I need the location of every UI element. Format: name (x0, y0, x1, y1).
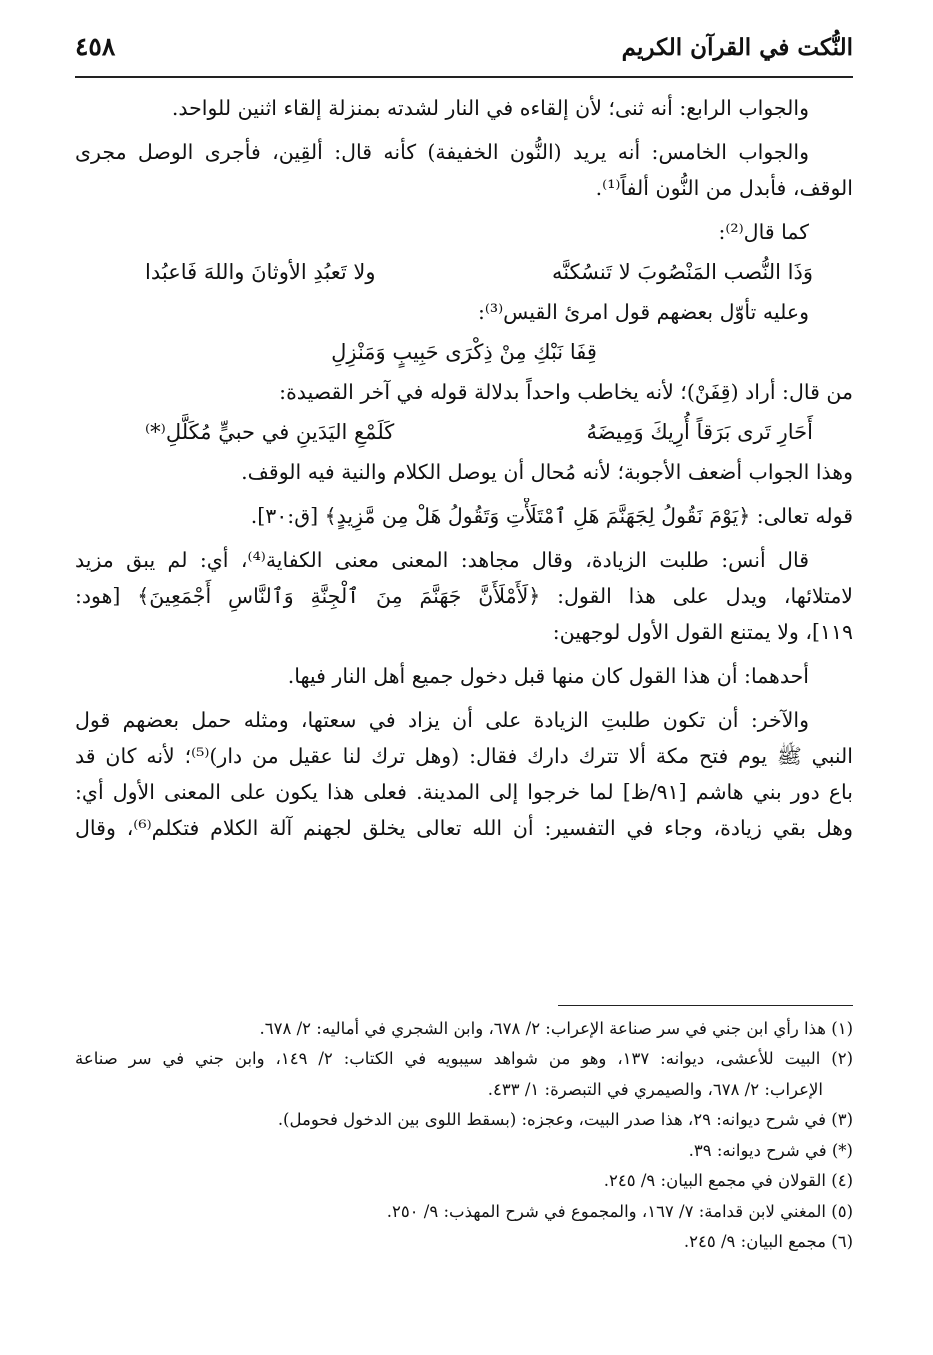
footnote: (٣) في شرح ديوانه: ٢٩، هذا صدر البيت، وعجزه: (بسقط اللوى بين الدخول فحومل). (277, 1110, 853, 1130)
paragraph-line: النبي ﷺ يوم فتح مكة ألا تترك دارك فقال: (وهل ترك لنا عقيل من دار)⁽⁵⁾؛ لأنه كان قد (75, 743, 853, 768)
verse-second-hemistich: كَلَمْعِ اليَدَينِ في حبيٍّ مُكَلَّلِ⁽*⁾ (145, 419, 395, 444)
paragraph-line: ١١٩]، ولا يمتنع القول الأول لوجهين: (552, 619, 853, 644)
running-title: النُّكت في القرآن الكريم (621, 34, 853, 61)
verse-first-hemistich: أَحَارِ تَرى بَرَقاً أُرِيكَ وَمِيضَهُ (586, 419, 813, 444)
verse-single-hemistich: قِفَا نَبْكِ مِنْ ذِكْرَى حَبِيبٍ وَمَنْزِلِ (331, 339, 597, 364)
page-header (75, 30, 853, 74)
paragraph-line: والجواب الخامس: أنه يريد (النُّون الخفيفة) كأنه قال: ألقِين، فأجرى الوصل مجرى (75, 139, 809, 164)
footnote-continuation: الإعراب: ٢/ ٦٧٨، والصيمري في التبصرة: ١/ ٤٣٣. (487, 1079, 823, 1099)
paragraph-line: من قال: أراد (قِفَنْ)؛ لأنه يخاطب واحداً بدلالة قوله في آخر القصيدة: (279, 379, 853, 404)
paragraph-line: باع دور بني هاشم [٩١/ظ] لما خرجوا إلى المدينة. فعلى هذا يكون على المعنى الأول أي: (75, 779, 853, 804)
paragraph-line: الوقف، فأبدل من النُّون ألفاً⁽¹⁾. (595, 175, 853, 200)
footnote: (٥) المغني لابن قدامة: ٧/ ١٦٧، والمجموع في شرح المهذب: ٩/ ٢٥٠. (386, 1201, 853, 1221)
paragraph-line: لامتلائها، ويدل على هذا القول: ﴿لَأَمْلَأَنَّ جَهَنَّمَ مِنَ ٱلْجِنَّةِ وَٱلنَّاسِ أَجْمَعِينَ﴾ [هود: (75, 583, 853, 608)
paragraph-line: كما قال⁽²⁾: (718, 219, 809, 244)
page-number: ٤٥٨ (75, 32, 116, 61)
poetry-verse (75, 410, 853, 454)
paragraph-line: والآخر: أن تكون طلبتِ الزيادة على أن يزاد في سعتها، ومثله حمل بعضهم قول (75, 707, 809, 732)
paragraph-line: وعليه تأوّل بعضهم قول امرئ القيس⁽³⁾: (477, 299, 809, 324)
footnotes (75, 1013, 853, 1257)
paragraph-line: وهذا الجواب أضعف الأجوبة؛ لأنه مُحال أن يوصل الكلام والنية فيه الوقف. (241, 459, 853, 484)
footnote: (*) في شرح ديوانه: ٣٩. (688, 1140, 853, 1160)
footnote: (٤) القولان في مجمع البيان: ٩/ ٢٤٥. (603, 1171, 853, 1191)
main-text (75, 90, 853, 846)
quran-verse-line: قوله تعالى: ﴿يَوْمَ نَقُولُ لِجَهَنَّمَ هَلِ ٱمْتَلَأْتِ وَتَقُولُ هَلْ مِن مَّزِيدٍ﴾ [ق:٣٠]. (250, 503, 853, 528)
poetry-verse (75, 330, 853, 374)
poetry-verse (75, 250, 853, 294)
footnote: (١) هذا رأي ابن جني في سر صناعة الإعراب: ٢/ ٦٧٨، وابن الشجري في أماليه: ٢/ ٦٧٨. (259, 1018, 853, 1038)
header-divider (75, 76, 853, 78)
verse-first-hemistich: وَذَا النُّصب المَنْصُوبَ لا تَنسُكنَّه (551, 259, 813, 284)
paragraph-line: أحدهما: أن هذا القول كان منها قبل دخول جميع أهل النار فيها. (287, 663, 809, 688)
paragraph-line: والجواب الرابع: أنه ثنى؛ لأن إلقاءه في النار لشدته بمنزلة إلقاء اثنين للواحد. (171, 95, 809, 120)
footnote: (٦) مجمع البيان: ٩/ ٢٤٥. (683, 1232, 853, 1252)
footnote: (٢) البيت للأعشى، ديوانه: ١٣٧، وهو من شواهد سيبويه في الكتاب: ٢/ ١٤٩، وابن جني في سر صناعة (75, 1049, 853, 1069)
verse-second-hemistich: ولا تَعبُدِ الأوثانَ واللهَ فَاعبُدا (145, 259, 376, 284)
footnote-divider (558, 1005, 853, 1006)
paragraph-line: وهل بقي زيادة، وجاء في التفسير: أن الله تعالى يخلق لجهنم آلة الكلام فتكلم⁽⁶⁾، وقال (75, 815, 853, 840)
paragraph-line: قال أنس: طلبت الزيادة، وقال مجاهد: المعنى معنى الكفاية⁽⁴⁾، أي: لم يبق مزيد (75, 547, 809, 572)
